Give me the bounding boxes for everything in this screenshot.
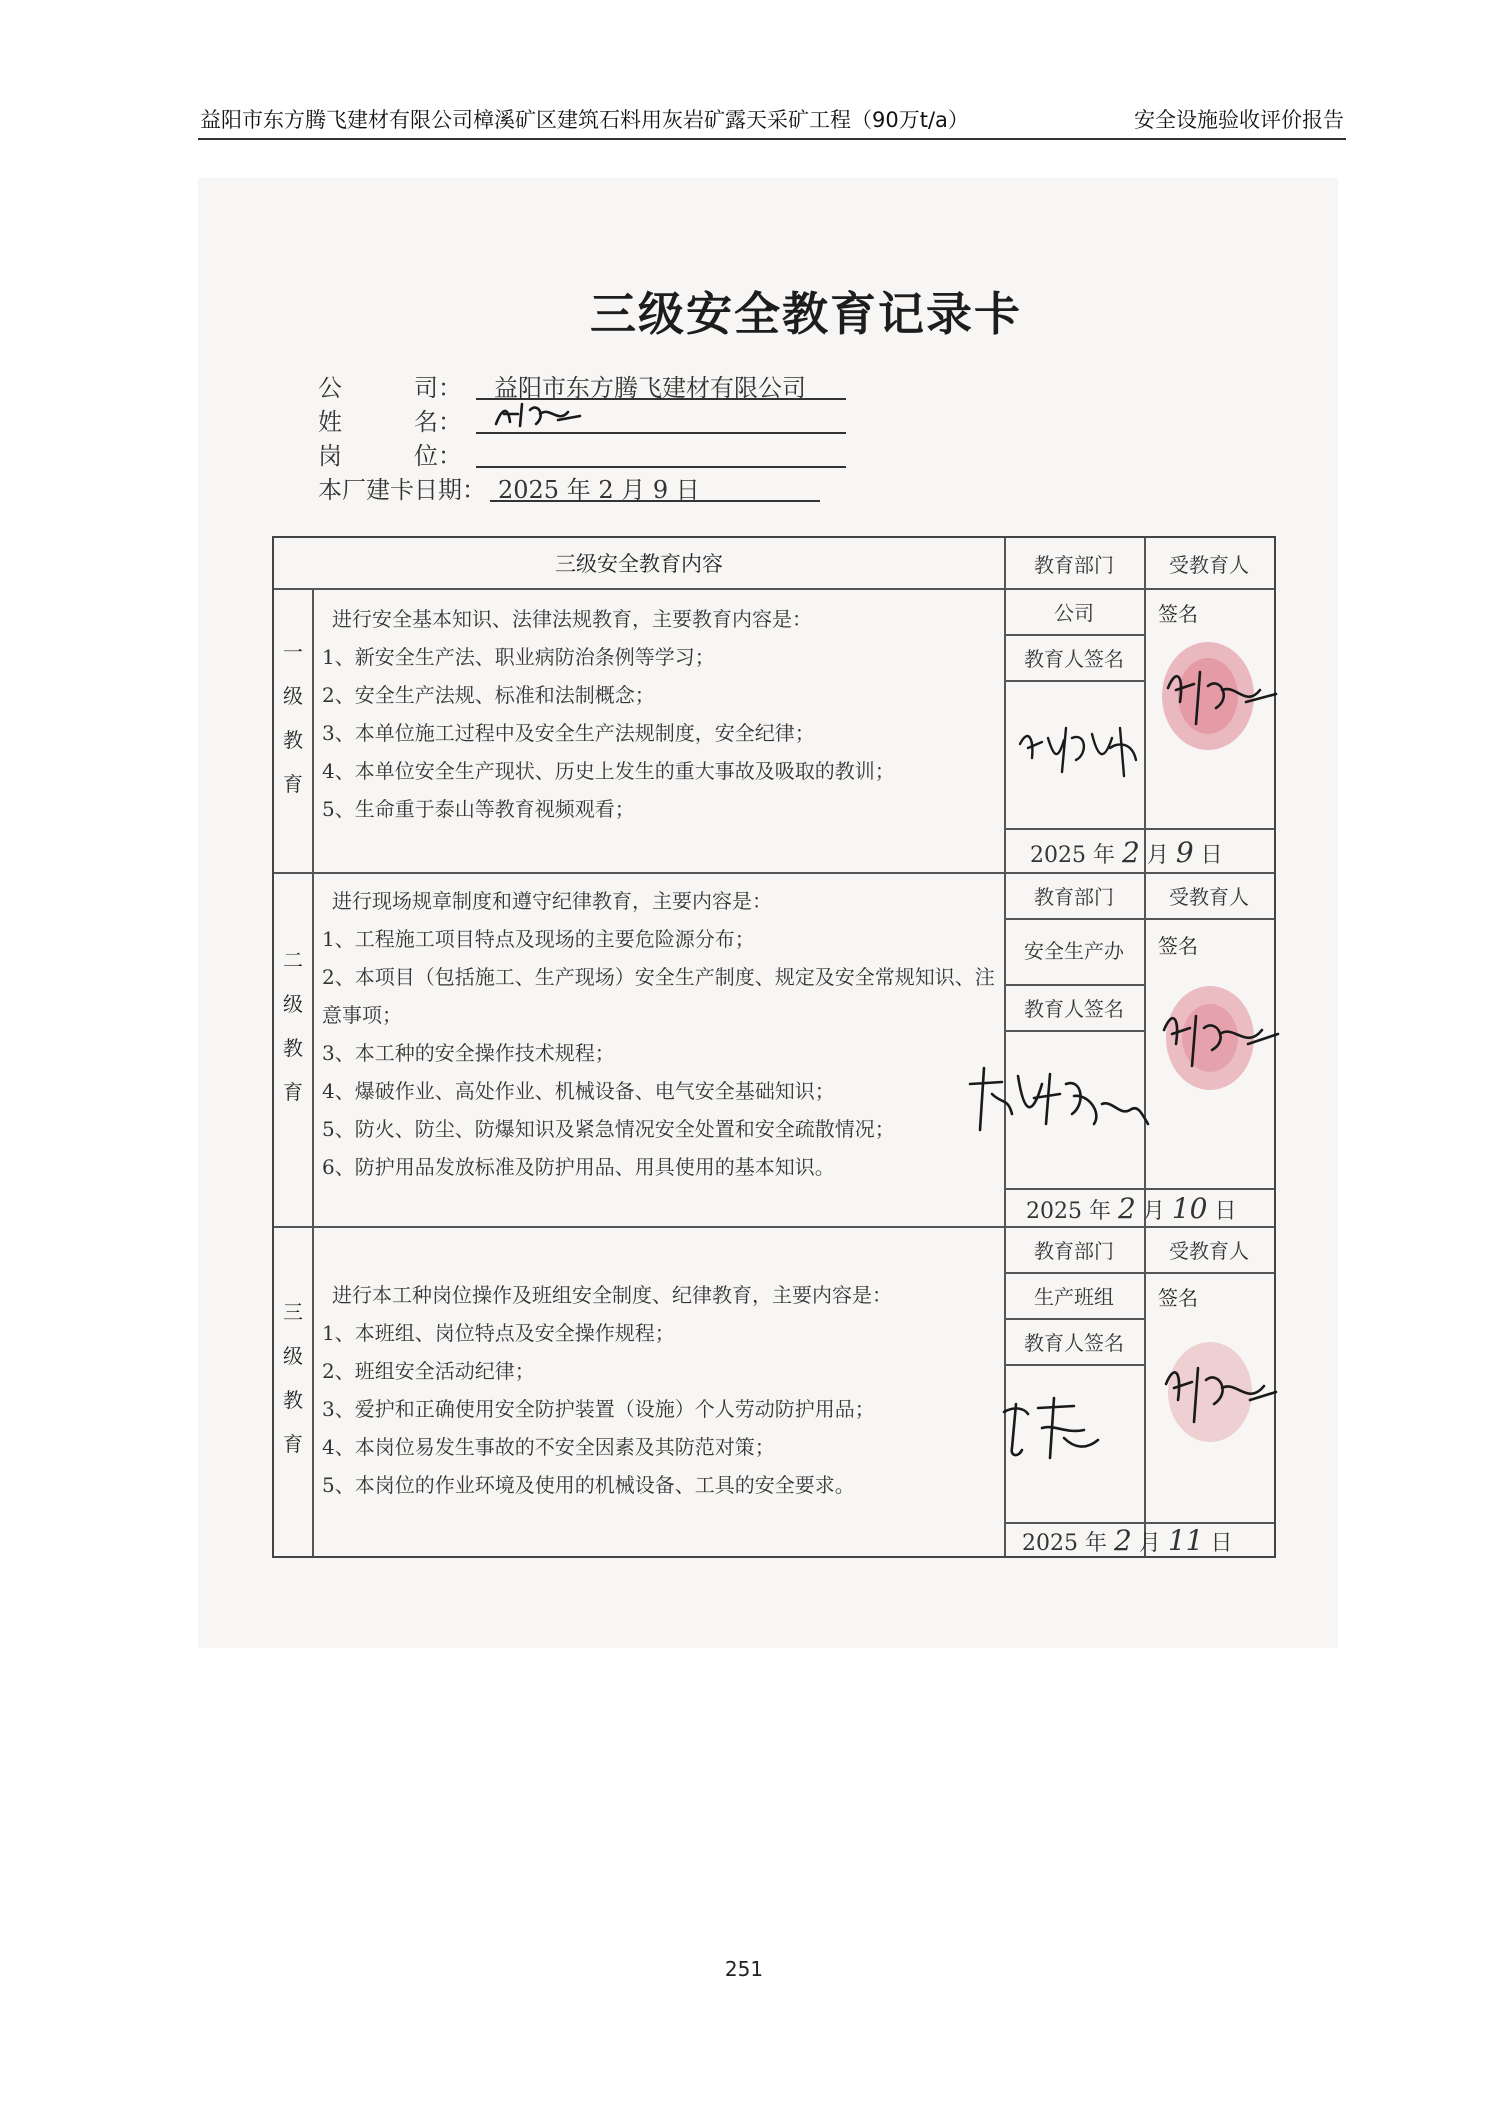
card-date-value: 2025 年 2 月 9 日 [498, 476, 700, 504]
level-1-label: 一 级 教 育 [283, 640, 303, 796]
level-3-fingerprint-signature [1150, 1318, 1280, 1468]
education-table [272, 536, 1276, 1558]
level-1-educator-sign-label: 教育人签名 [1024, 646, 1124, 671]
list-item: 5、本岗位的作业环境及使用的机械设备、工具的安全要求。 [322, 1473, 855, 1497]
list-item: 4、本岗位易发生事故的不安全因素及其防范对策； [322, 1435, 775, 1459]
company-value: 益阳市东方腾飞建材有限公司 [494, 374, 806, 402]
card-date-field [318, 470, 838, 502]
list-item: 6、防护用品发放标准及防护用品、用具使用的基本知识。 [322, 1155, 835, 1179]
header-report-type: 安全设施验收评价报告 [1134, 108, 1344, 132]
list-item: 5、防火、防尘、防爆知识及紧急情况安全处置和安全疏散情况； [322, 1117, 895, 1141]
list-item: 1、工程施工项目特点及现场的主要危险源分布； [322, 927, 755, 951]
level-1-educator-signature [1014, 698, 1144, 788]
level-1-dept: 公司 [1054, 600, 1094, 625]
level-2-signature-label: 签名 [1158, 934, 1198, 958]
level-2-content [322, 882, 1002, 1186]
level-3-educator-signature [994, 1378, 1114, 1468]
list-item: 2、安全生产法规、标准和法制概念； [322, 683, 655, 707]
name-signature-image [488, 396, 588, 436]
list-item: 5、生命重于泰山等教育视频观看； [322, 797, 635, 821]
content-header: 三级安全教育内容 [555, 552, 723, 576]
level-3-label: 三 级 教 育 [283, 1300, 303, 1456]
list-item: 3、本单位施工过程中及安全生产法规制度，安全纪律； [322, 721, 815, 745]
level-1-content [322, 600, 1002, 828]
level-3-content [322, 1276, 1002, 1504]
level-3-date: 2025 年 2 月 11 日 [1022, 1524, 1233, 1557]
level-2-educator-signature [962, 1054, 1152, 1144]
list-item: 1、本班组、岗位特点及安全操作规程； [322, 1321, 675, 1345]
level-2-dept-header: 教育部门 [1034, 884, 1114, 909]
level-1-signature-label: 签名 [1158, 602, 1198, 626]
company-label: 公 司： [318, 374, 462, 402]
level-1-date: 2025 年 2 月 9 日 [1030, 836, 1223, 869]
list-item: 4、本单位安全生产现状、历史上发生的重大事故及吸取的教训； [322, 759, 895, 783]
list-item: 2、班组安全活动纪律； [322, 1359, 535, 1383]
list-item: 4、爆破作业、高处作业、机械设备、电气安全基础知识； [322, 1079, 835, 1103]
position-label: 岗 位： [318, 442, 462, 470]
level-3-dept-header: 教育部门 [1034, 1238, 1114, 1263]
level-3-signature-label: 签名 [1158, 1286, 1198, 1310]
list-item: 3、爱护和正确使用安全防护装置（设施）个人劳动防护用品； [322, 1397, 875, 1421]
level-2-fingerprint-signature [1150, 958, 1280, 1108]
position-field [318, 436, 838, 468]
level-2-date: 2025 年 2 月 10 日 [1026, 1192, 1237, 1225]
name-field [318, 402, 838, 434]
level-3-trainee-header: 受教育人 [1169, 1238, 1249, 1263]
level-1-intro: 进行安全基本知识、法律法规教育，主要教育内容是： [332, 607, 812, 631]
page-number: 251 [724, 1957, 764, 1981]
list-item: 3、本工种的安全操作技术规程； [322, 1041, 615, 1065]
list-item: 2、本项目（包括施工、生产现场）安全生产制度、规定及安全常规知识、注意事项； [322, 965, 995, 1027]
header-project-title: 益阳市东方腾飞建材有限公司樟溪矿区建筑石料用灰岩矿露天采矿工程（90万t/a） [200, 108, 969, 132]
level-2-trainee-header: 受教育人 [1169, 884, 1249, 909]
level-2-label: 二 级 教 育 [283, 948, 303, 1104]
report-header [198, 104, 1346, 140]
card-title: 三级安全教育记录卡 [590, 287, 1022, 341]
list-item: 1、新安全生产法、职业病防治条例等学习； [322, 645, 715, 669]
level-2-educator-sign-label: 教育人签名 [1024, 996, 1124, 1021]
dept-header: 教育部门 [1034, 552, 1114, 577]
trainee-header: 受教育人 [1169, 552, 1249, 577]
level-2-dept: 安全生产办 [1024, 939, 1124, 963]
level-3-dept: 生产班组 [1034, 1284, 1114, 1309]
level-2-intro: 进行现场规章制度和遵守纪律教育，主要内容是： [332, 889, 772, 913]
level-1-fingerprint-signature [1150, 628, 1280, 778]
card-date-label: 本厂建卡日期： [318, 476, 486, 504]
name-label: 姓 名： [318, 408, 462, 436]
level-3-educator-sign-label: 教育人签名 [1024, 1330, 1124, 1355]
level-3-intro: 进行本工种岗位操作及班组安全制度、纪律教育，主要内容是： [332, 1283, 892, 1307]
